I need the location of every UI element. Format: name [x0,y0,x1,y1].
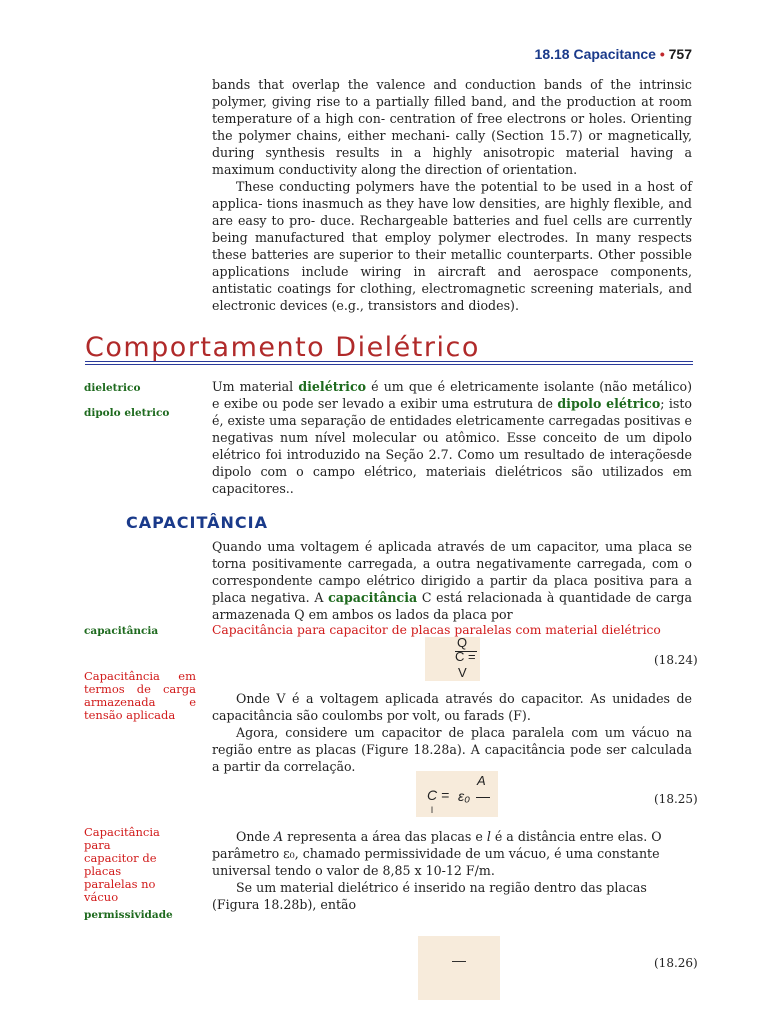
dielectric-text-3: ; isto é, existe uma separação de entidades eletricamente carregadas positivas e negativas num nível molecular ou atômico. Esse conceito de um dipolo elétrico foi introduzido na Seção 2.7. Como um resultado de interaçõesde dipolo com o campo elétrico, materiais dielétricos são utilizados em capacitores.. [212,396,692,496]
paragraph-se: Se um material dielétrico é inserido na região dentro das placas (Figura 18.28b), então [212,880,647,912]
term-dipolo: dipolo elétrico [557,396,661,411]
equation-number-18-26: (18.26) [654,956,698,970]
margin-note-placas: Capacitância para capacitor de placas paralelas no vácuo [84,825,160,904]
header-bullet: • [659,46,665,62]
equation-number-18-24: (18.24) [654,653,698,667]
term-dieletrico: dielétrico [298,379,367,394]
eq2-lhs: C = [427,787,450,803]
eq3-fraction-bar: — [452,952,466,968]
eq1-lhs: C = [455,649,476,664]
equation-18-26-box [418,936,500,1000]
margin-term-permissividade: permissividade [84,909,173,921]
margin-term-dipolo: dipolo eletrico [84,407,170,419]
cap-text-2: C está relacionada à quantidade de carga armazenada Q em ambos os lados da placa por [212,590,692,622]
capacitance-paragraph [212,538,692,623]
dielectric-text-2: é um que é eletricamente isolante (não metálico) e exibe ou pode ser levado a exibir uma estrutura de [212,379,692,411]
running-header [535,46,692,62]
equation-number-18-25: (18.25) [654,792,698,806]
intro-paragraph-2: These conducting polymers have the potential to be used in a host of applica- tions inasmuch as they have low densities, are highly flexible, and are easy to pro- duce. Rechargeable batteries and fuel cells are currently being manufactured that employ polymer electrodes. In many respects these batteries are superior to their metallic counterparts. Other possible applications include wiring in aircraft and aerospace components, antistatic coatings for clothing, electromagnetic screening materials, and electronic devices (e.g., transistors and diodes). [212,179,692,313]
term-capacitancia: capacitância [328,590,418,605]
subsection-title: CAPACITÂNCIA [126,513,268,532]
margin-note-carga: Capacitância em termos de carga armazenada e tensão aplicada [84,669,196,722]
eq2-numerator: A [477,773,486,788]
paragraph-onde-a: Onde A representa a área das placas e l é a distância entre elas. O parâmetro ε₀, chamado permissividade de um vácuo, é uma constante universal tendo o valor de 8,85 x 10-12 F/m. Se um material dielétrico é inserido na região dentro das placas (Figura 18.28b), então [212,828,682,913]
intro-text [212,76,692,314]
title-rule-bottom [85,364,693,365]
equation-18-25-box [416,771,498,817]
red-caption: Capacitância para capacitor de placas paralelas com material dielétrico [212,623,661,637]
page-number: 757 [668,46,692,62]
paragraph-agora: Agora, considere um capacitor de placa paralela com um vácuo na região entre as placas (Figure 18.28a). A capacitância pode ser calculada a partir da correlação. [212,725,692,774]
cap-text-1: Quando uma voltagem é aplicada através de um capacitor, uma placa se torna positivamente carregada, a outra negativamente carregada, com o correspondente campo elétrico dirigido a partir da placa positiva para a placa negativa. A [212,539,692,605]
section-title: Comportamento Dielétrico [85,332,480,363]
eq2-epsilon: ε₀ [458,788,471,804]
equation-18-24-box [425,637,480,681]
eq1-numerator: Q [457,635,468,650]
dielectric-paragraph [212,378,692,497]
header-section: 18.18 Capacitance [534,46,656,62]
margin-term-capacitancia: capacitância [84,625,159,637]
intro-paragraph-1: bands that overlap the valence and conduction bands of the intrinsic polymer, giving rise to a partially filled band, and the production at room temperature of a high con- centration of free electrons or holes. Orienting the polymer chains, either mechani- cally (Section 15.7) or magnetically, during synthesis results in a highly anisotropic material having a maximum conductivity along the direction of orientation. [212,77,692,177]
eq2-denominator: l [431,805,433,815]
margin-term-dieletrico: dieletrico [84,382,141,394]
eq1-denominator: V [458,665,467,680]
paragraph-onde-v: Onde V é a voltagem aplicada através do capacitor. As unidades de capacitância são coulombs por volt, ou farads (F). Agora, considere um capacitor de placa paralela com um vácuo na região entre as placas (Figure 18.28a). A capacitância pode ser calculada a partir da correlação. [212,691,692,774]
eq2-fraction-bar [476,797,490,798]
title-rule-top [85,361,693,362]
dielectric-text-1: Um material [212,379,299,394]
